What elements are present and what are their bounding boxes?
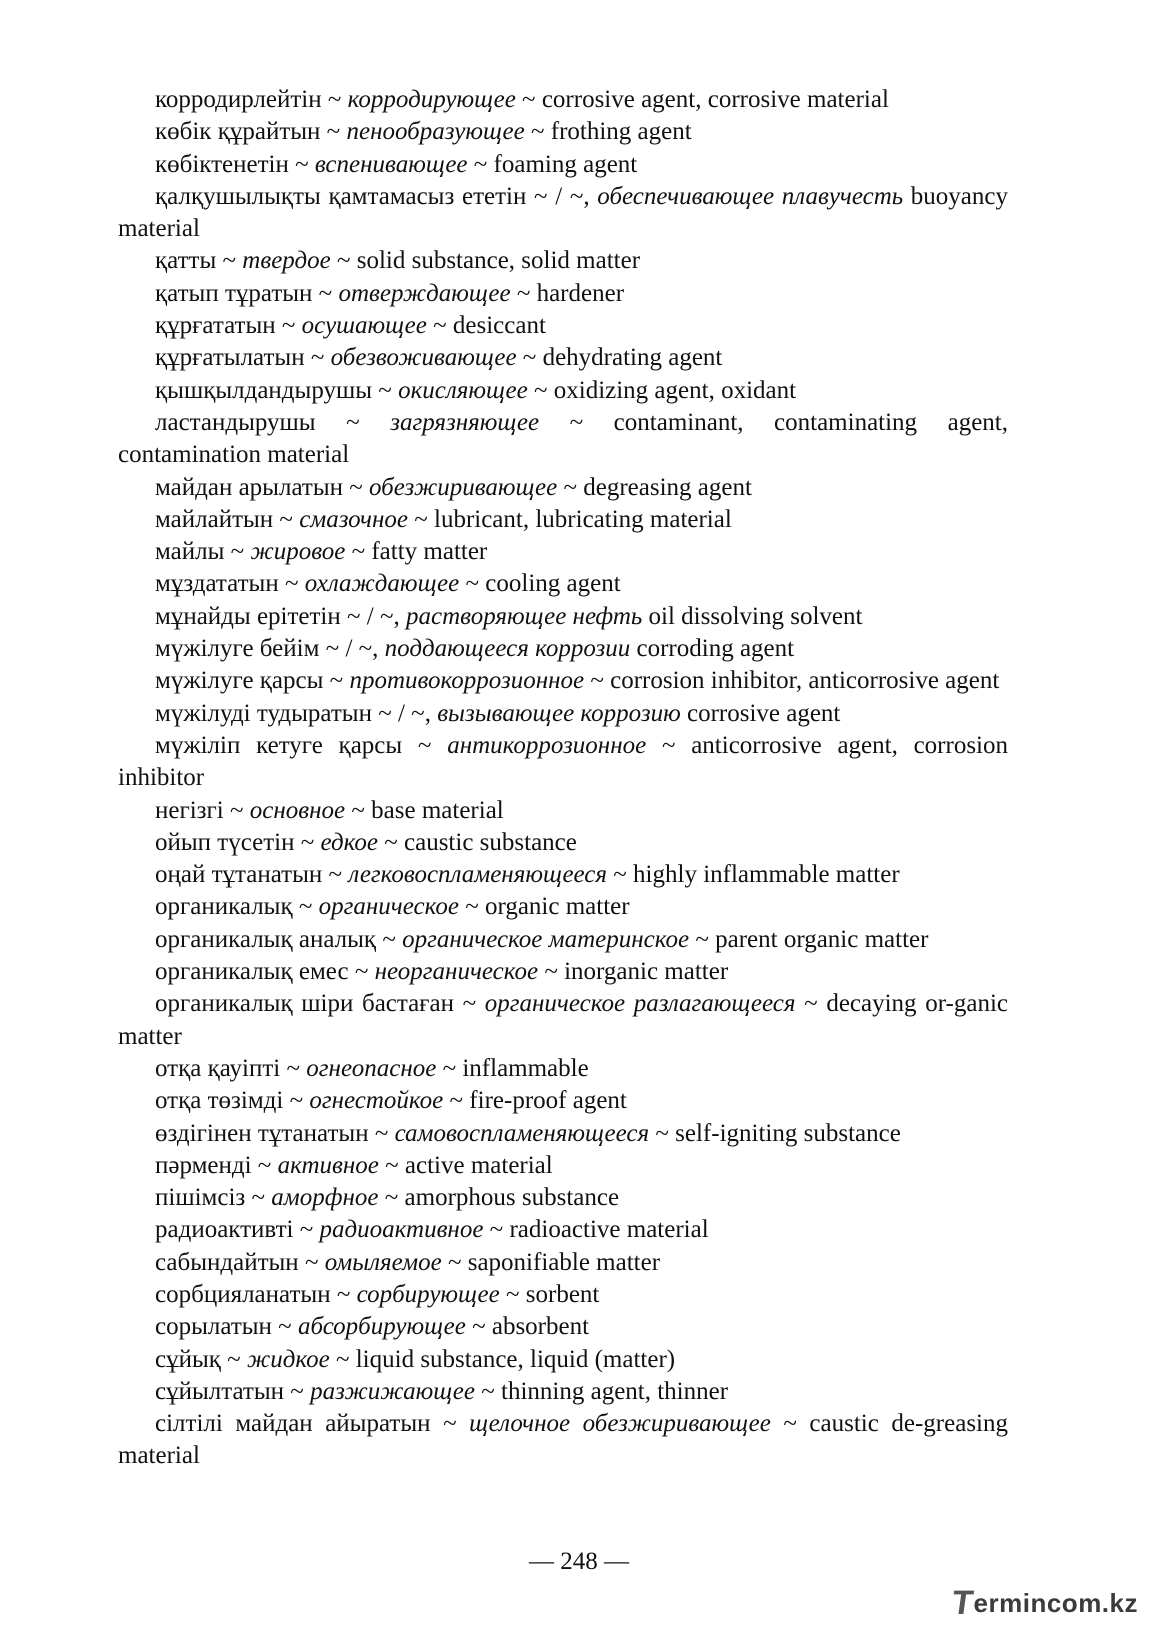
dictionary-entry: пәрменді ~ активное ~ active material	[155, 1151, 553, 1179]
dictionary-entry: органикалық емес ~ неорганическое ~ inorganic matter	[155, 958, 729, 986]
dictionary-entry: негізгі ~ основное ~ base material	[155, 796, 504, 824]
dictionary-entry: органикалық аналық ~ органическое материнское ~ parent organic matter	[155, 925, 929, 953]
dictionary-entry: көбік құрайтын ~ пенообразующее ~ frothing agent	[155, 118, 692, 146]
dictionary-entry: сілтілі майдан айыратын ~ щелочное обезжиривающее ~ caustic de-greasing material	[118, 1410, 1008, 1470]
dictionary-entry: құрғататын ~ осушающее ~ desiccant	[155, 312, 546, 340]
dictionary-entry: қалқушылықты қамтамасыз ететін ~ / ~, обеспечивающее плавучесть buoyancy material	[118, 182, 1008, 243]
dictionary-entries	[118, 84, 1008, 1473]
watermark-text: ermincom.kz	[973, 1587, 1138, 1618]
dictionary-entry: майлайтын ~ смазочное ~ lubricant, lubricating material	[155, 505, 732, 533]
dictionary-entry: мұздататын ~ охлаждающее ~ cooling agent	[155, 570, 621, 598]
dictionary-entry: отқа төзімді ~ огнестойкое ~ fire-proof agent	[155, 1087, 627, 1115]
dictionary-entry: мүжіліп кетуге қарсы ~ антикоррозионное ~ anticorrosive agent, corrosion inhibitor	[118, 731, 1008, 792]
dictionary-entry: мұнайды ерітетін ~ / ~, растворяющее нефть oil dissolving solvent	[155, 602, 863, 630]
dictionary-entry: өздігінен тұтанатын ~ самовоспламеняющееся ~ self-igniting substance	[155, 1119, 901, 1147]
dictionary-entry: ластандырушы ~ загрязняющее ~ contaminant, contaminating agent, contamination material	[118, 408, 1008, 469]
dictionary-entry: органикалық шіри бастаған ~ органическое разлагающееся ~ decaying or-ganic matter	[118, 990, 1008, 1050]
dictionary-entry: ойып түсетін ~ едкое ~ caustic substance	[155, 828, 577, 856]
dictionary-entry: қатты ~ твердое ~ solid substance, solid matter	[155, 247, 641, 275]
dictionary-entry: көбіктенетін ~ вспенивающее ~ foaming agent	[155, 150, 638, 178]
dictionary-entry: органикалық ~ органическое ~ organic matter	[155, 893, 630, 921]
dictionary-entry: сұйық ~ жидкое ~ liquid substance, liquid (matter)	[155, 1345, 676, 1373]
dictionary-entry: радиоактивті ~ радиоактивное ~ radioactive material	[155, 1216, 709, 1244]
dictionary-entry: отқа қауіпті ~ огнеопасное ~ inflammable	[155, 1054, 589, 1082]
dictionary-entry: қышқылдандырушы ~ окисляющее ~ oxidizing agent, oxidant	[155, 376, 797, 404]
dictionary-entry: сабындайтын ~ омыляемое ~ saponifiable matter	[155, 1248, 661, 1276]
watermark-letter-t: T	[949, 1583, 976, 1622]
page-number: — 248 —	[529, 1548, 629, 1575]
dictionary-entry: майлы ~ жировое ~ fatty matter	[155, 538, 488, 566]
dictionary-entry: қатып тұратын ~ отверждающее ~ hardener	[155, 279, 625, 307]
dictionary-entry: пішімсіз ~ аморфное ~ amorphous substance	[155, 1184, 620, 1212]
dictionary-entry: мүжілуді тудыратын ~ / ~, вызывающее коррозию corrosive agent	[155, 699, 841, 727]
dictionary-entry: құрғатылатын ~ обезвоживающее ~ dehydrating agent	[155, 344, 723, 372]
dictionary-entry: оңай тұтанатын ~ легковоспламеняющееся ~ highly inflammable matter	[155, 861, 900, 889]
terminkom-watermark-logo	[949, 1583, 1138, 1623]
dictionary-entry: сұйылтатын ~ разжижающее ~ thinning agent, thinner	[155, 1377, 729, 1405]
dictionary-entry: сорбцияланатын ~ сорбирующее ~ sorbent	[155, 1280, 600, 1308]
dictionary-entry: корродирлейтін ~ корродирующее ~ corrosive agent, corrosive material	[155, 86, 889, 113]
dictionary-entry: майдан арылатын ~ обезжиривающее ~ degreasing agent	[155, 473, 752, 501]
dictionary-entry: сорылатын ~ абсорбирующее ~ absorbent	[155, 1313, 590, 1341]
dictionary-entry: мүжілуге қарсы ~ противокоррозионное ~ corrosion inhibitor, anticorrosive agent	[155, 667, 1000, 695]
dictionary-entry: мүжілуге бейім ~ / ~, поддающееся коррозии corroding agent	[155, 635, 795, 663]
